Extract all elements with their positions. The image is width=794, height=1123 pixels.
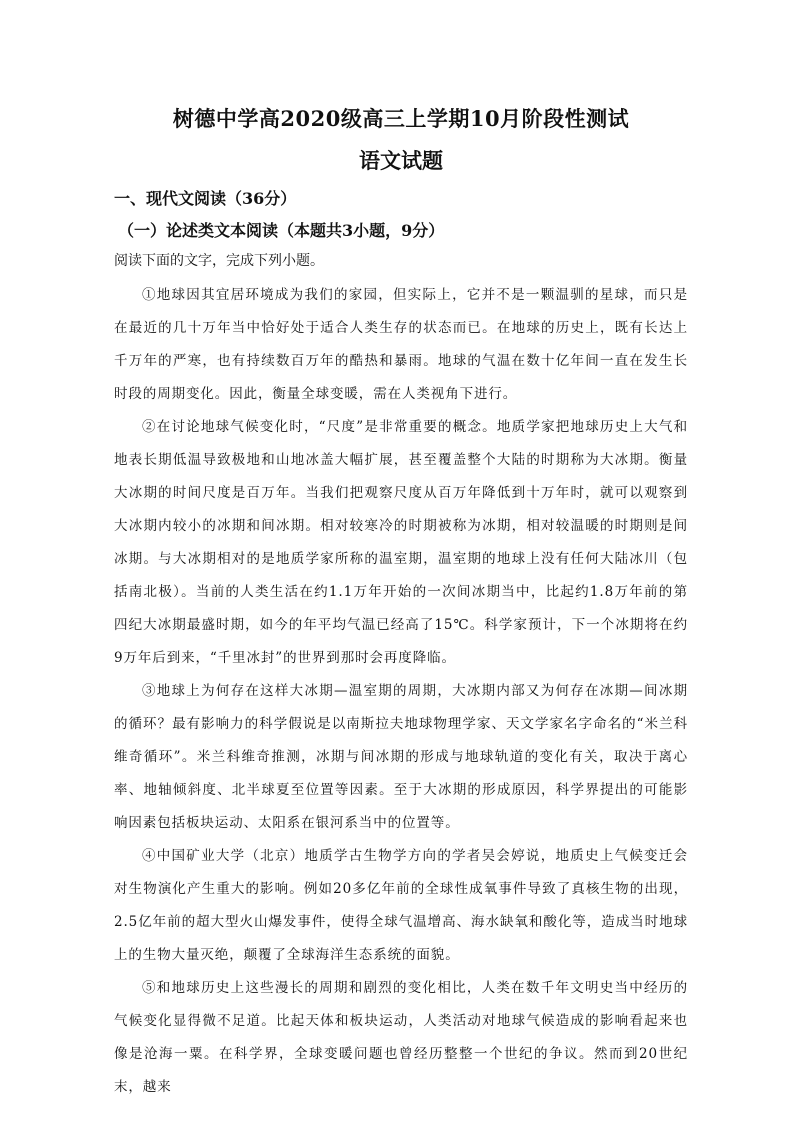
section-heading: 一、现代文阅读（36分） — [114, 189, 297, 208]
passage-paragraph-2: ②在讨论地球气候变化时，“尺度”是非常重要的概念。地质学家把地球历史上大气和地表长期低温导致极地和山地冰盖大幅扩展，甚至覆盖整个大陆的时期称为大冰期。衡量大冰期的时间尺度是百万年。当我们把观察尺度从百万年降低到十万年时，就可以观察到大冰期内较小的冰期和间冰期。相对较寒冷的时期被称为冰期，相对较温暖的时期则是间冰期。与大冰期相对的是地质学家所称的温室期，温室期的地球上没有任何大陆冰川（包括南北极）。当前的人类生活在约1.1万年开始的一次间冰期当中，比起约1.8万年前的第四纪大冰期最盛时期，如今的年平均气温已经高了15℃。科学家预计，下一个冰期将在约9万年后到来，“千里冰封”的世界到那时会再度降临。 — [114, 419, 688, 666]
passage-paragraph-3: ③地球上为何存在这样大冰期—温室期的周期，大冰期内部又为何存在冰期—间冰期的循环？最有影响力的科学假说是以南斯拉夫地球物理学家、天文学家名字命名的“米兰科维奇循环”。米兰科维奇推测，冰期与间冰期的形成与地球轨道的变化有关，取决于离心率、地轴倾斜度、北半球夏至位置等因素。至于大冰期的形成原因，科学界提出的可能影响因素包括板块运动、太阳系在银河系当中的位置等。 — [114, 683, 688, 831]
passage-paragraph-1: ①地球因其宜居环境成为我们的家园，但实际上，它并不是一颗温驯的星球，而只是在最近的几十万年当中恰好处于适合人类生存的状态而已。在地球的历史上，既有长达上千万年的严寒，也有持续数百万年的酷热和暴雨。地球的气温在数十亿年间一直在发生长时段的周期变化。因此，衡量全球变暖，需在人类视角下进行。 — [114, 287, 688, 402]
passage-paragraph-5: ⑤和地球历史上这些漫长的周期和剧烈的变化相比，人类在数千年文明史当中经历的气候变化显得微不足道。比起天体和板块运动，人类活动对地球气候造成的影响看起来也像是沧海一粟。在科学界，全球变暖问题也曾经历整整一个世纪的争议。然而到20世纪末，越来 — [114, 980, 688, 1095]
page-subtitle: 语文试题 — [359, 148, 443, 173]
reading-passage — [114, 279, 688, 1104]
passage-paragraph-4: ④中国矿业大学（北京）地质学古生物学方向的学者吴会婷说，地质史上气候变迁会对生物演化产生重大的影响。例如20多亿年前的全球性成氧事件导致了真核生物的出现，2.5亿年前的超大型火山爆发事件，使得全球气温增高、海水缺氧和酸化等，造成当时地球上的生物大量灭绝，颠覆了全球海洋生态系统的面貌。 — [114, 848, 688, 963]
reading-instruction: 阅读下面的文字，完成下列小题。 — [114, 253, 324, 269]
page-title: 树德中学高2020级高三上学期10月阶段性测试 — [172, 106, 630, 131]
subsection-heading: （一）论述类文本阅读（本题共3小题，9分） — [118, 221, 445, 240]
